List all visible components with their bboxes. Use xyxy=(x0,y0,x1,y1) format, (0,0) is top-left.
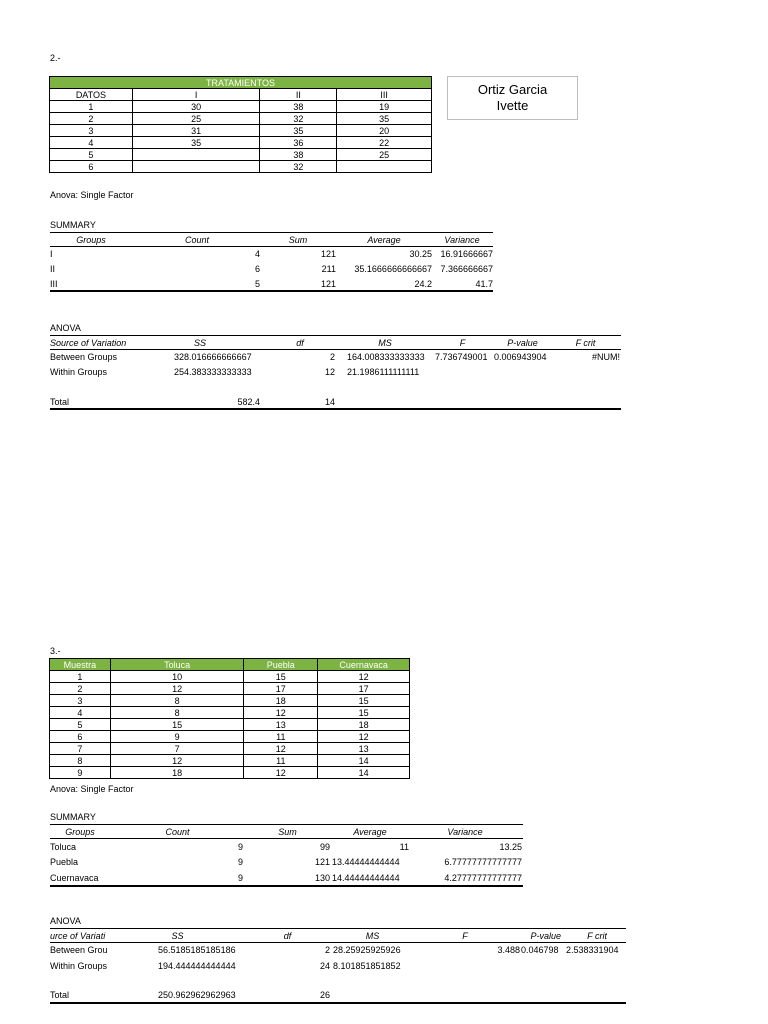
table-cell: 19 xyxy=(337,101,432,113)
column-header: F crit xyxy=(587,931,607,941)
table-cell: Total xyxy=(50,990,70,1000)
table-cell: 12 xyxy=(318,731,410,743)
anova-header-rule xyxy=(50,942,626,943)
summary-top-rule xyxy=(50,232,493,233)
table-cell: 7.736749001 xyxy=(435,352,488,362)
anova-title: Anova: Single Factor xyxy=(50,190,134,200)
table-cell: 13.44444444444 xyxy=(332,857,400,867)
table-cell: 26 xyxy=(319,990,330,1000)
table-cell: 25 xyxy=(132,113,260,125)
treatments-title: TRATAMIENTOS xyxy=(50,77,432,89)
table-cell: 14 xyxy=(318,755,410,767)
column-header: Puebla xyxy=(244,659,318,671)
table-cell: 12 xyxy=(110,683,244,695)
table-cell: 1 xyxy=(50,101,133,113)
table-cell: 8 xyxy=(110,707,244,719)
table-cell: 17 xyxy=(318,683,410,695)
column-header: Toluca xyxy=(110,659,244,671)
column-header: Muestra xyxy=(50,659,111,671)
table-cell: 0.046798 xyxy=(521,945,559,955)
table-cell: 3 xyxy=(50,695,111,707)
table-cell: 4 xyxy=(254,249,260,259)
table-row xyxy=(50,719,410,731)
column-header: F xyxy=(459,338,466,348)
column-header: Average xyxy=(353,827,387,837)
table-cell: 18 xyxy=(110,767,244,779)
table-cell: Puebla xyxy=(50,857,79,867)
column-header: Groups xyxy=(76,235,106,245)
table-cell: 13.25 xyxy=(499,842,522,852)
table-cell: 14 xyxy=(318,767,410,779)
table-cell: 18 xyxy=(318,719,410,731)
table-cell: Within Groups xyxy=(50,961,108,971)
column-header: df xyxy=(296,338,304,348)
table-row xyxy=(50,743,410,755)
table-cell: 6 xyxy=(254,264,260,274)
anova-bottom-rule xyxy=(50,408,621,410)
anova-label: ANOVA xyxy=(50,916,81,926)
table-cell: 164.008333333333 xyxy=(347,352,425,362)
student-name-box xyxy=(447,76,578,120)
anova-top-rule xyxy=(50,335,621,336)
table-row xyxy=(50,731,410,743)
table-cell: 8.101851851852 xyxy=(333,961,401,971)
column-header: Count xyxy=(184,235,210,245)
column-header: Groups xyxy=(65,827,95,837)
table-cell: 12 xyxy=(110,755,244,767)
table-cell: Between Groups xyxy=(50,352,118,362)
table-cell: 7 xyxy=(50,743,111,755)
column-header: F xyxy=(462,931,468,941)
table-row xyxy=(50,671,410,683)
table-cell: 130 xyxy=(314,873,330,883)
column-header: II xyxy=(260,89,337,101)
table-row xyxy=(50,101,432,113)
column-header: Variance xyxy=(447,827,483,837)
table-cell: 9 xyxy=(110,731,244,743)
treatments-header-row xyxy=(50,77,432,89)
column-header: df xyxy=(283,931,292,941)
table-cell: Cuernavaca xyxy=(50,873,99,883)
table-cell: 9 xyxy=(237,873,243,883)
table-cell: 12 xyxy=(324,367,335,377)
table-cell: 4 xyxy=(50,137,133,149)
table-cell: 1 xyxy=(50,671,111,683)
table-cell: 3.488 xyxy=(497,945,520,955)
table-cell: 30.25 xyxy=(409,249,432,259)
table-cell: 2 xyxy=(324,945,330,955)
summary-top-rule xyxy=(50,824,523,825)
table-cell: 15 xyxy=(318,707,410,719)
table-cell: 32 xyxy=(260,161,337,173)
table-cell: 11 xyxy=(244,731,318,743)
table-cell: 15 xyxy=(110,719,244,731)
column-header: SS xyxy=(193,338,206,348)
table-cell: 9 xyxy=(50,767,111,779)
table-cell: 6 xyxy=(50,161,133,173)
table-cell: 12 xyxy=(318,671,410,683)
table-cell: 11 xyxy=(244,755,318,767)
column-header: P-value xyxy=(507,338,538,348)
table-cell: 38 xyxy=(260,101,337,113)
table-row xyxy=(50,125,432,137)
column-header: Cuernavaca xyxy=(318,659,410,671)
table-cell: Between Grou xyxy=(50,945,108,955)
summary-bottom-rule xyxy=(50,290,493,292)
student-name-line1: Ortiz Garcia xyxy=(477,82,548,97)
table-cell: 12 xyxy=(244,743,318,755)
table-cell: II xyxy=(50,264,56,274)
column-header: SS xyxy=(171,931,184,941)
table-cell: 35.1666666666667 xyxy=(354,264,432,274)
table-cell: 2 xyxy=(329,352,335,362)
table-cell: 121 xyxy=(320,249,336,259)
anova-top-rule xyxy=(50,928,626,929)
summary-title: SUMMARY xyxy=(50,220,96,230)
table-cell: I xyxy=(50,249,53,259)
table-row xyxy=(50,707,410,719)
table-row xyxy=(50,149,432,161)
column-header: F crit xyxy=(575,338,596,348)
table-cell: 15 xyxy=(244,671,318,683)
cities-header-row xyxy=(50,659,410,671)
column-header: DATOS xyxy=(50,89,133,101)
table-cell: 2 xyxy=(50,683,111,695)
table-row xyxy=(50,137,432,149)
table-cell: Total xyxy=(50,397,70,407)
table-cell: 10 xyxy=(110,671,244,683)
table-cell: 36 xyxy=(260,137,337,149)
table-cell: 9 xyxy=(237,857,243,867)
table-cell: 194.444444444444 xyxy=(158,961,236,971)
table-cell: 5 xyxy=(254,279,260,289)
table-cell: 15 xyxy=(318,695,410,707)
table-cell: 211 xyxy=(321,264,336,274)
table-cell: 31 xyxy=(132,125,260,137)
column-header: P-value xyxy=(530,931,561,941)
table-cell: 14 xyxy=(324,397,335,407)
table-cell: 4 xyxy=(50,707,111,719)
table-row xyxy=(50,695,410,707)
table-cell: 22 xyxy=(337,137,432,149)
table-cell: 0.006943904 xyxy=(494,352,547,362)
table-cell: 3 xyxy=(50,125,133,137)
table-cell: 254.383333333333 xyxy=(174,367,252,377)
table-cell: 11 xyxy=(399,842,409,852)
column-header: Source of Variation xyxy=(50,338,127,348)
table-cell: 6.77777777777777 xyxy=(444,857,522,867)
column-header: Count xyxy=(165,827,190,837)
cities-table xyxy=(49,658,410,779)
table-cell: Toluca xyxy=(50,842,77,852)
table-cell: 35 xyxy=(337,113,432,125)
table-cell: III xyxy=(50,279,58,289)
summary-bottom-rule xyxy=(50,885,523,887)
table-cell: 56.5185185185186 xyxy=(158,945,236,955)
table-cell: 7.366666667 xyxy=(440,264,493,274)
table-cell: 6 xyxy=(50,731,111,743)
section-2-label: 2.- xyxy=(50,53,61,63)
table-cell: 21.1986111111111 xyxy=(347,367,420,377)
table-cell: 35 xyxy=(260,125,337,137)
table-row xyxy=(50,161,432,173)
column-header: urce of Variati xyxy=(50,931,106,941)
table-cell: 20 xyxy=(337,125,432,137)
column-header: I xyxy=(132,89,260,101)
column-header: MS xyxy=(378,338,392,348)
table-row xyxy=(50,113,432,125)
table-cell: 99 xyxy=(319,842,330,852)
table-cell: 328.016666666667 xyxy=(174,352,252,362)
table-cell: 18 xyxy=(244,695,318,707)
student-name-line2: Ivette xyxy=(496,98,529,113)
table-cell: 582.4 xyxy=(237,397,260,407)
treatments-table xyxy=(49,76,432,173)
table-cell: 28.25925925926 xyxy=(333,945,401,955)
table-cell: 9 xyxy=(237,842,243,852)
table-cell: 121 xyxy=(314,857,330,867)
table-cell: 2.538331904 xyxy=(566,945,619,955)
table-cell: 5 xyxy=(50,149,133,161)
anova-label: ANOVA xyxy=(50,323,81,333)
column-header: Sum xyxy=(278,827,297,837)
table-cell: 7 xyxy=(110,743,244,755)
table-cell: 12 xyxy=(244,707,318,719)
summary-title: SUMMARY xyxy=(50,812,96,822)
table-cell: 250.962962962963 xyxy=(158,990,236,1000)
table-cell: 25 xyxy=(337,149,432,161)
table-cell: 8 xyxy=(50,755,111,767)
column-header: MS xyxy=(365,931,380,941)
table-row xyxy=(50,755,410,767)
table-cell xyxy=(132,161,260,173)
summary-header-rule xyxy=(50,838,523,839)
table-cell: 8 xyxy=(110,695,244,707)
treatments-column-row xyxy=(50,89,432,101)
column-header: Average xyxy=(367,235,401,245)
table-cell: 5 xyxy=(50,719,111,731)
table-cell: 13 xyxy=(318,743,410,755)
table-cell: Within Groups xyxy=(50,367,108,377)
table-cell xyxy=(337,161,432,173)
column-header: Sum xyxy=(288,235,308,245)
table-cell: #NUM! xyxy=(591,352,620,362)
table-cell: 14.44444444444 xyxy=(332,873,400,883)
table-cell: 4.27777777777777 xyxy=(444,873,522,883)
anova-header-rule xyxy=(50,349,621,350)
anova-title: Anova: Single Factor xyxy=(50,784,134,794)
table-cell: 24 xyxy=(319,961,330,971)
table-row xyxy=(50,767,410,779)
column-header: III xyxy=(337,89,432,101)
table-cell: 16.91666667 xyxy=(440,249,493,259)
anova-bottom-rule xyxy=(50,1002,626,1004)
table-cell: 35 xyxy=(132,137,260,149)
table-cell: 41.7 xyxy=(475,279,493,289)
table-cell xyxy=(132,149,260,161)
table-cell: 12 xyxy=(244,767,318,779)
table-cell: 13 xyxy=(244,719,318,731)
table-cell: 30 xyxy=(132,101,260,113)
section-3-label: 3.- xyxy=(50,646,61,656)
table-cell: 38 xyxy=(260,149,337,161)
table-row xyxy=(50,683,410,695)
table-cell: 2 xyxy=(50,113,133,125)
table-cell: 121 xyxy=(320,279,336,289)
column-header: Variance xyxy=(444,235,480,245)
table-cell: 17 xyxy=(244,683,318,695)
summary-header-rule xyxy=(50,246,493,247)
table-cell: 24.2 xyxy=(414,279,432,289)
table-cell: 32 xyxy=(260,113,337,125)
